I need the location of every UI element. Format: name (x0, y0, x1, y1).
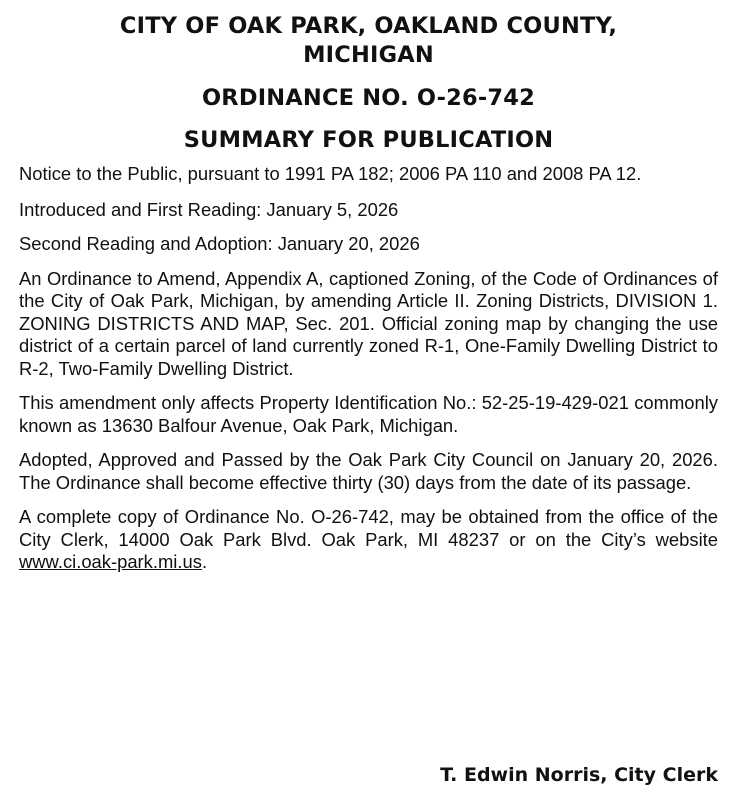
website-link[interactable]: www.ci.oak-park.mi.us (19, 551, 202, 572)
notice-title (19, 12, 718, 70)
summary-heading: SUMMARY FOR PUBLICATION (183, 127, 554, 153)
title-line-2: MICHIGAN (303, 42, 434, 68)
copy-text: A complete copy of Ordinance No. O-26-742, may be obtained from the office of the City Clerk, 14000 Oak Park Blvd. Oak Park, MI 48237 or on the City’s website (19, 506, 718, 550)
amendment-paragraph: This amendment only affects Property Identification No.: 52-25-19-429-021 commonly known as 13630 Balfour Avenue, Oak Park, Michigan. (19, 392, 718, 436)
notice-paragraph: Notice to the Public, pursuant to 1991 PA 182; 2006 PA 110 and 2008 PA 12. (19, 163, 642, 184)
copy-period: . (201, 551, 208, 572)
adopted-paragraph: Adopted, Approved and Passed by the Oak Park City Council on January 20, 2026. The Ordinance shall become effective thirty (30) days from the date of its passage. (19, 449, 718, 493)
introduced-paragraph: Introduced and First Reading: January 5, 2026 (19, 198, 399, 220)
second-reading-paragraph: Second Reading and Adoption: January 20, 2026 (19, 233, 420, 254)
clerk-signature: T. Edwin Norris, City Clerk (440, 764, 718, 786)
copy-paragraph (19, 506, 718, 574)
ordinance-number: ORDINANCE NO. O-26-742 (201, 85, 536, 111)
title-line-1: CITY OF OAK PARK, OAKLAND COUNTY, (119, 13, 618, 39)
ordinance-paragraph: An Ordinance to Amend, Appendix A, captioned Zoning, of the Code of Ordinances of the City of Oak Park, Michigan, by amending Article II. Zoning Districts, DIVISION 1. ZONING DISTRICTS AND MAP, Sec. 201. Official zoning map by changing the use district of a certain parcel of land currently zoned R-1, One-Family Dwelling District to R-2, Two-Family Dwelling District. (19, 267, 718, 379)
